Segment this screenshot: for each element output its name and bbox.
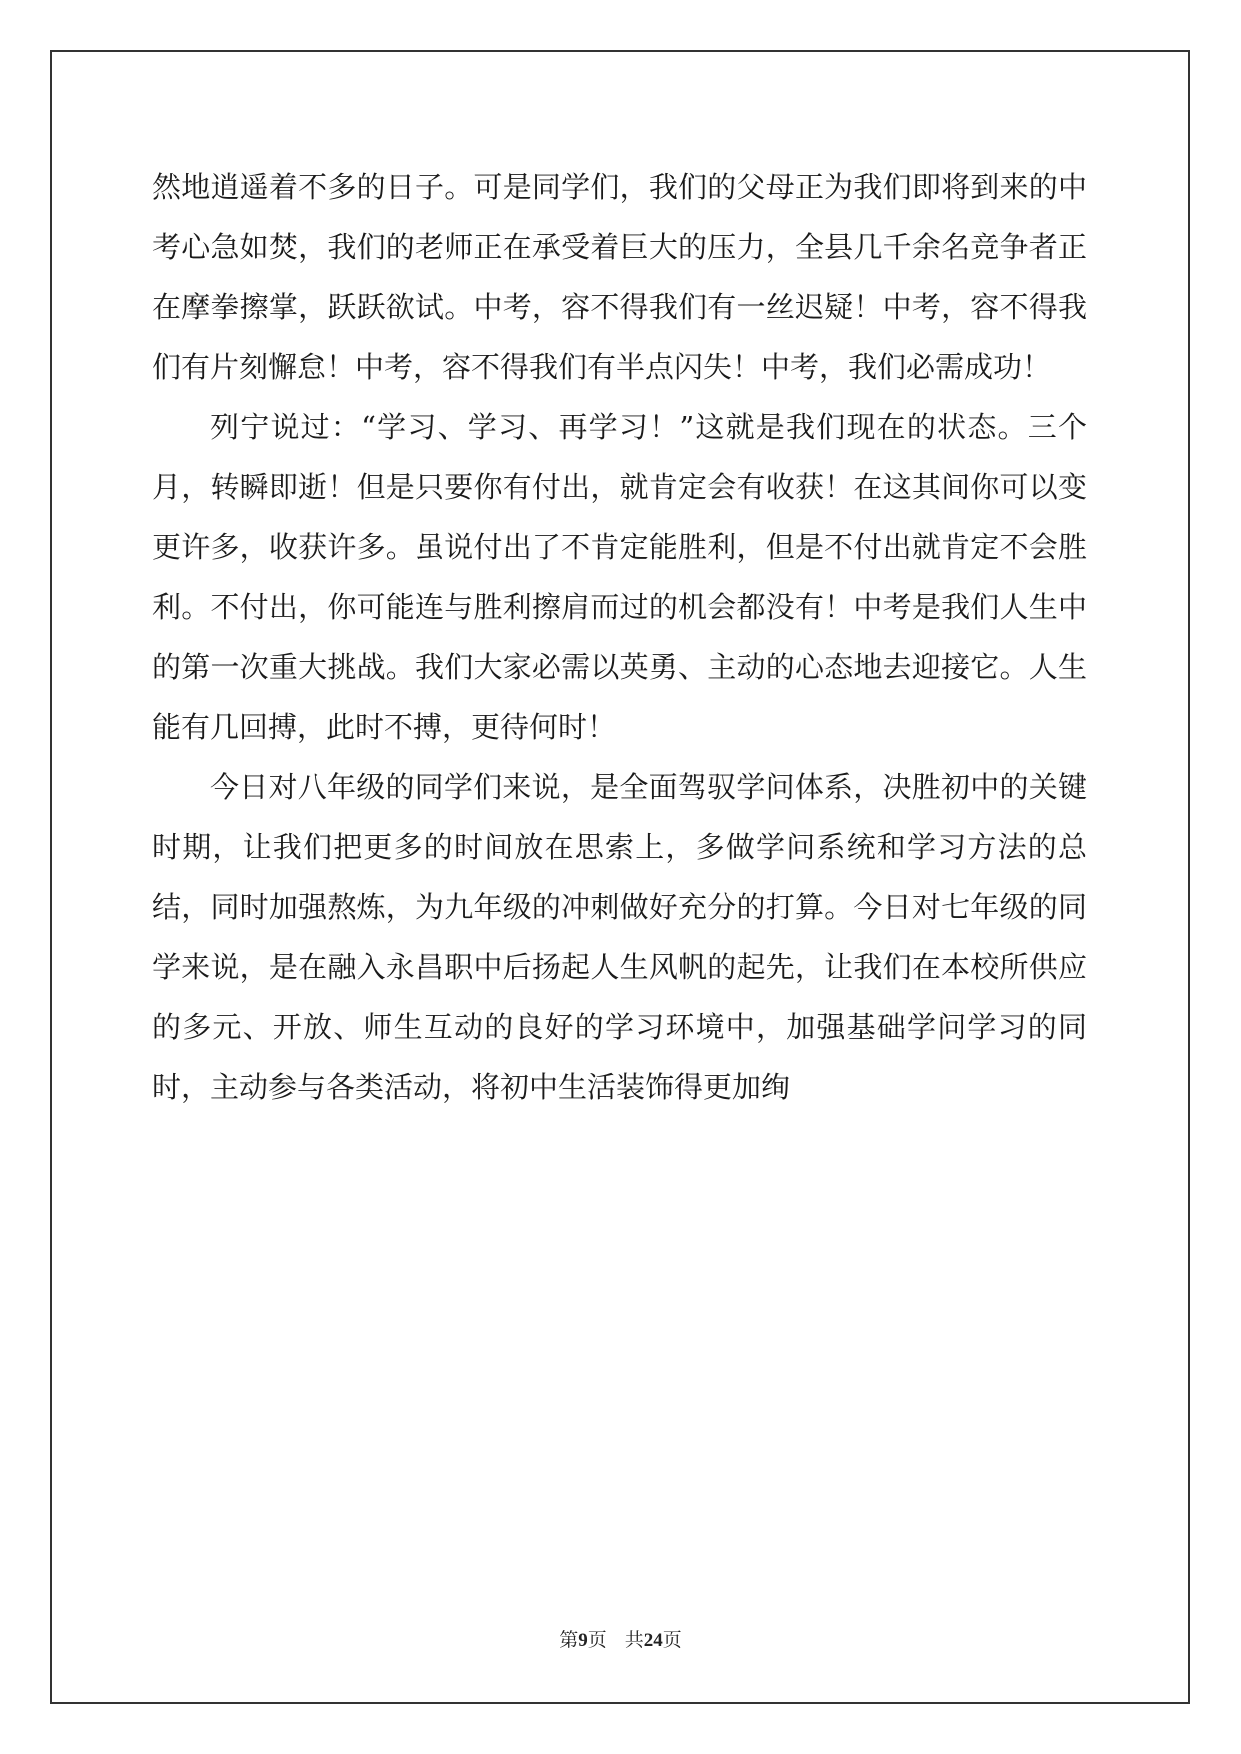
paragraph-3: 今日对八年级的同学们来说，是全面驾驭学问体系，决胜初中的关键时期，让我们把更多的时间放在思索上，多做学问系统和学习方法的总结，同时加强熬炼，为九年级的冲刺做好充分的打算。今日对七年级的同学来说，是在融入永昌职中后扬起人生风帆的起先，让我们在本校所供应的多元、开放、师生互动的良好的学习环境中，加强基础学问学习的同时，主动参与各类活动，将初中生活装饰得更加绚	[152, 770, 1087, 1104]
footer-total-prefix: 共	[624, 1630, 644, 1651]
document-body	[152, 157, 1087, 1117]
footer-prefix: 第	[559, 1630, 579, 1651]
paragraph-2: 列宁说过：“学习、学习、再学习！”这就是我们现在的状态。三个月，转瞬即逝！但是只要你有付出，就肯定会有收获！在这其间你可以变更许多，收获许多。虽说付出了不肯定能胜利，但是不付出就肯定不会胜利。不付出，你可能连与胜利擦肩而过的机会都没有！中考是我们人生中的第一次重大挑战。我们大家必需以英勇、主动的心态地去迎接它。人生能有几回搏，此时不搏，更待何时！	[152, 410, 1087, 744]
paragraph-1: 然地逍遥着不多的日子。可是同学们，我们的父母正为我们即将到来的中考心急如焚，我们的老师正在承受着巨大的压力，全县几千余名竞争者正在摩拳擦掌，跃跃欲试。中考，容不得我们有一丝迟疑！中考，容不得我们有片刻懈怠！中考，容不得我们有半点闪失！中考，我们必需成功！	[152, 170, 1087, 384]
page-footer	[0, 1625, 1241, 1652]
total-page-number: 24	[643, 1630, 663, 1651]
footer-page-suffix: 页	[587, 1630, 607, 1651]
current-page-number: 9	[578, 1630, 588, 1651]
footer-total-suffix: 页	[662, 1630, 682, 1651]
